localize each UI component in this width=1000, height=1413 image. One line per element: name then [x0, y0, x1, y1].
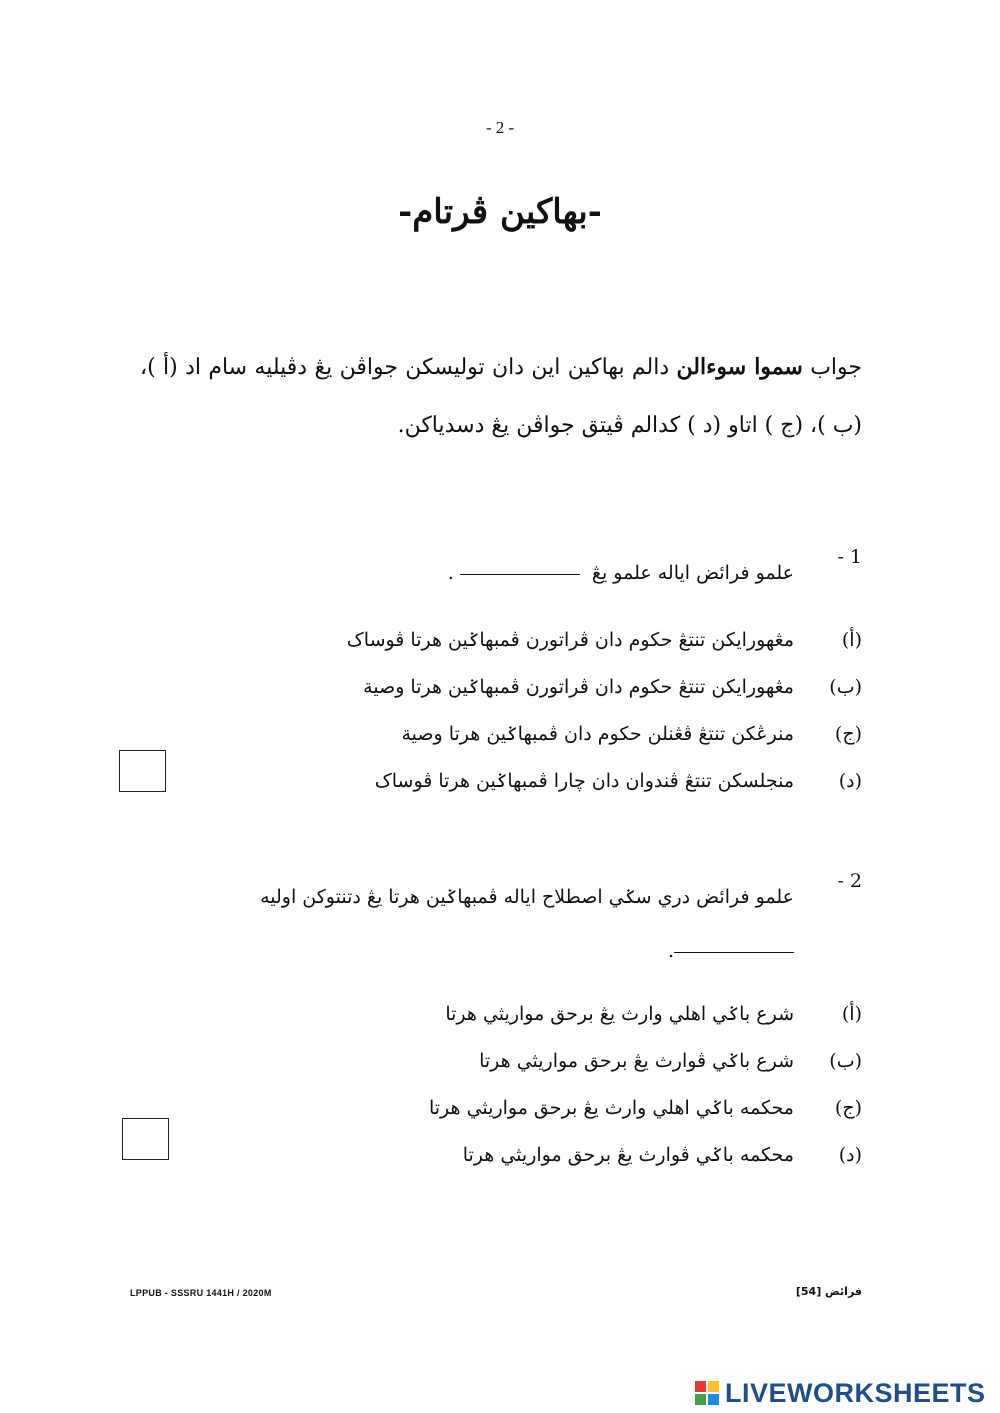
question-1-period: .: [447, 562, 454, 584]
question-2-options: [126, 990, 862, 1178]
liveworksheets-watermark: [695, 1376, 986, 1410]
question-1-blank: [460, 573, 580, 575]
question-2-text: علمو فرائض دري سݢي اصطلاح اياله ڤمبهاݢين هرتا يڠ دتنتوکن اوليه: [260, 886, 794, 908]
instructions-part2: دالم بهاکين اين دان توليسکن جواڤن يڠ دڤيليه سام اد (أ )، (ب )، (ج ) اتاو (د ) کدالم ڤيتق جواڤن يڠ دسدياکن.: [140, 355, 862, 438]
question-1-text: علمو فرائض اياله علمو يڠ: [591, 562, 794, 584]
instructions-bold: سموا سوءالن: [676, 354, 803, 380]
footer-subject: فرائض [54]: [795, 1285, 862, 1298]
logo-square-red: [695, 1381, 706, 1392]
question-1-options: [138, 616, 862, 804]
question-1-option-d[interactable]: [138, 757, 862, 804]
option-label: (د): [838, 769, 862, 792]
option-text: مڠهورايکن تنتڠ حکوم دان ڤراتورن ڤمبهاݢين هرتا وصية: [363, 675, 794, 698]
option-label: (ب): [829, 1049, 862, 1072]
watermark-text: LIVEWORKSHEETS: [725, 1377, 986, 1408]
option-label: (أ): [841, 1002, 862, 1025]
question-2: [126, 870, 862, 1178]
option-text: مڠهورايکن تنتڠ حکوم دان ڤراتورن ڤمبهاݢين هرتا ڤوساک: [346, 628, 794, 651]
option-text: شرع باݢي اهلي وارث يڠ برحق مواريثي هرتا: [445, 1002, 794, 1025]
instructions: [140, 338, 862, 455]
logo-square-blue: [708, 1394, 719, 1405]
option-text: شرع باݢي ڤوارث يڠ برحق مواريثي هرتا: [479, 1049, 794, 1072]
question-1-option-c[interactable]: [138, 710, 862, 757]
option-text: محکمه باݢي ڤوارث يڠ برحق مواريثي هرتا: [462, 1143, 794, 1166]
question-1-stem: [138, 546, 862, 600]
question-2-stem: [126, 870, 862, 978]
question-1-option-a[interactable]: [138, 616, 862, 663]
question-2-option-d[interactable]: [126, 1131, 862, 1178]
option-text: محکمه باݢي اهلي وارث يڠ برحق مواريثي هرتا: [428, 1096, 794, 1119]
option-label: (أ): [841, 628, 862, 651]
question-1: [138, 546, 862, 804]
option-label: (ب): [829, 675, 862, 698]
question-2-number: 2 -: [837, 870, 862, 892]
option-label: (ج): [834, 1096, 862, 1119]
question-2-option-a[interactable]: [126, 990, 862, 1037]
question-2-option-b[interactable]: [126, 1037, 862, 1084]
question-2-blank: [674, 951, 794, 953]
logo-square-yellow: [708, 1381, 719, 1392]
section-title: -بهاکين ڤرتام-: [398, 192, 602, 232]
footer-code: LPPUB - SSSRU 1441H / 2020M: [130, 1288, 272, 1298]
answer-box-2[interactable]: [122, 1118, 169, 1160]
page-number: - 2 -: [485, 118, 515, 137]
logo-square-green: [695, 1394, 706, 1405]
option-text: منجلسکن تنتڠ ڤندوان دان چارا ڤمبهاݢين هرتا ڤوساک: [374, 769, 794, 792]
liveworksheets-logo-icon: [695, 1381, 719, 1405]
instructions-part1: جواب: [802, 355, 863, 380]
question-1-option-b[interactable]: [138, 663, 862, 710]
option-text: منرڠکن تنتڠ ڤڠنلن حکوم دان ڤمبهاݢين هرتا وصية: [401, 722, 794, 745]
option-label: (د): [838, 1143, 862, 1166]
question-2-period: .: [667, 940, 674, 962]
question-2-option-c[interactable]: [126, 1084, 862, 1131]
answer-box-1[interactable]: [119, 750, 166, 792]
option-label: (ج): [834, 722, 862, 745]
question-1-number: 1 -: [837, 546, 862, 568]
